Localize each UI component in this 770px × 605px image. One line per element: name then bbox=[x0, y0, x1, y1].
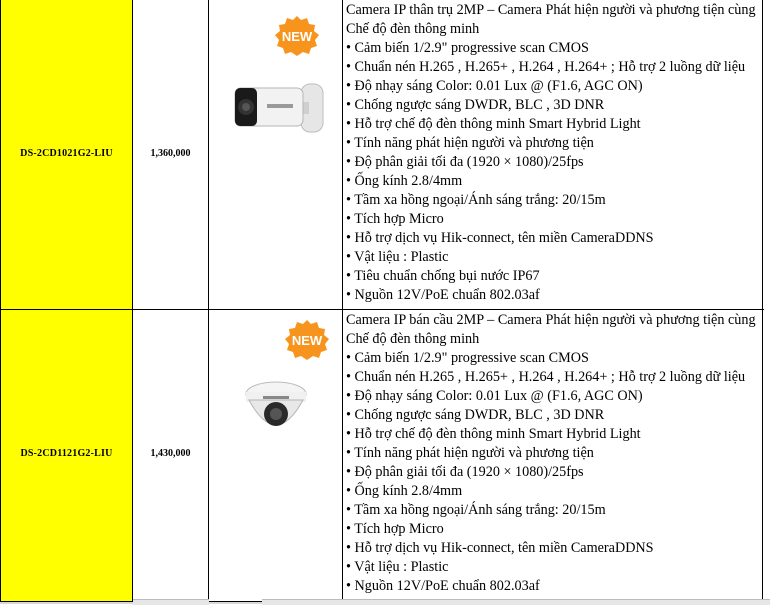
price-cell[interactable] bbox=[133, 0, 209, 310]
spec-item: • Cảm biến 1/2.9" progressive scan CMOS bbox=[346, 40, 589, 56]
model-number: DS-2CD1121G2-LIU bbox=[20, 448, 113, 459]
spec-list bbox=[346, 1, 760, 305]
image-cell[interactable] bbox=[209, 0, 343, 310]
spec-item: • Tầm xa hồng ngoại/Ánh sáng trắng: 20/15m bbox=[346, 192, 606, 208]
spec-item: • Độ phân giải tối đa (1920 × 1080)/25fps bbox=[346, 464, 584, 480]
spec-item: • Tính năng phát hiện người và phương tiện bbox=[346, 445, 594, 461]
spec-item: • Độ nhạy sáng Color: 0.01 Lux @ (F1.6, AGC ON) bbox=[346, 388, 643, 404]
spec-item: • Nguồn 12V/PoE chuẩn 802.03af bbox=[346, 578, 540, 594]
spec-list bbox=[346, 311, 760, 596]
spec-item: • Vật liệu : Plastic bbox=[346, 249, 449, 265]
horizontal-scrollbar[interactable] bbox=[262, 599, 770, 605]
description-cell[interactable] bbox=[343, 0, 763, 310]
image-cell[interactable] bbox=[209, 310, 343, 602]
description-cell[interactable] bbox=[343, 310, 763, 602]
badge-label: NEW bbox=[281, 29, 313, 44]
price-value: 1,430,000 bbox=[150, 448, 191, 459]
product-title: Camera IP thân trụ 2MP – Camera Phát hiện người và phương tiện cùng Chế độ đèn thông minh bbox=[346, 2, 756, 37]
spec-item: • Ống kính 2.8/4mm bbox=[346, 173, 463, 189]
spec-item: • Nguồn 12V/PoE chuẩn 802.03af bbox=[346, 287, 540, 303]
new-badge-icon bbox=[283, 318, 331, 362]
spec-item: • Chuẩn nén H.265 , H.265+ , H.264 , H.264+ ; Hỗ trợ 2 luồng dữ liệu bbox=[346, 369, 746, 385]
new-badge-icon bbox=[273, 14, 321, 58]
dome-camera-icon bbox=[241, 372, 311, 442]
spec-item: • Cảm biến 1/2.9" progressive scan CMOS bbox=[346, 350, 589, 366]
spec-item: • Chuẩn nén H.265 , H.265+ , H.264 , H.264+ ; Hỗ trợ 2 luồng dữ liệu bbox=[346, 59, 746, 75]
scroll-area[interactable] bbox=[133, 599, 209, 605]
spec-item: • Chống ngược sáng DWDR, BLC , 3D DNR bbox=[346, 97, 605, 113]
price-value: 1,360,000 bbox=[150, 148, 191, 159]
price-cell[interactable] bbox=[133, 310, 209, 602]
spec-item: • Tính năng phát hiện người và phương tiện bbox=[346, 135, 594, 151]
spec-item: • Tích hợp Micro bbox=[346, 211, 444, 227]
spec-item: • Tích hợp Micro bbox=[346, 521, 444, 537]
spec-item: • Hỗ trợ chế độ đèn thông minh Smart Hybrid Light bbox=[346, 426, 641, 442]
model-number: DS-2CD1021G2-LIU bbox=[20, 148, 113, 159]
spec-item: • Hỗ trợ dịch vụ Hik-connect, tên miền CameraDDNS bbox=[346, 230, 654, 246]
model-cell[interactable] bbox=[0, 310, 133, 602]
product-title: Camera IP bán cầu 2MP – Camera Phát hiện người và phương tiện cùng Chế độ đèn thông minh bbox=[346, 312, 756, 347]
spec-item: • Ống kính 2.8/4mm bbox=[346, 483, 463, 499]
spec-item: • Tiêu chuẩn chống bụi nước IP67 bbox=[346, 268, 540, 284]
spec-item: • Tầm xa hồng ngoại/Ánh sáng trắng: 20/15m bbox=[346, 502, 606, 518]
spec-item: • Độ phân giải tối đa (1920 × 1080)/25fps bbox=[346, 154, 584, 170]
spec-item: • Hỗ trợ dịch vụ Hik-connect, tên miền CameraDDNS bbox=[346, 540, 654, 556]
spec-item: • Vật liệu : Plastic bbox=[346, 559, 449, 575]
badge-label: NEW bbox=[291, 333, 323, 348]
model-cell[interactable] bbox=[0, 0, 133, 310]
table-row bbox=[0, 310, 770, 602]
spec-item: • Hỗ trợ chế độ đèn thông minh Smart Hybrid Light bbox=[346, 116, 641, 132]
spec-item: • Độ nhạy sáng Color: 0.01 Lux @ (F1.6, AGC ON) bbox=[346, 78, 643, 94]
spec-item: • Chống ngược sáng DWDR, BLC , 3D DNR bbox=[346, 407, 605, 423]
bullet-camera-icon bbox=[227, 82, 327, 137]
